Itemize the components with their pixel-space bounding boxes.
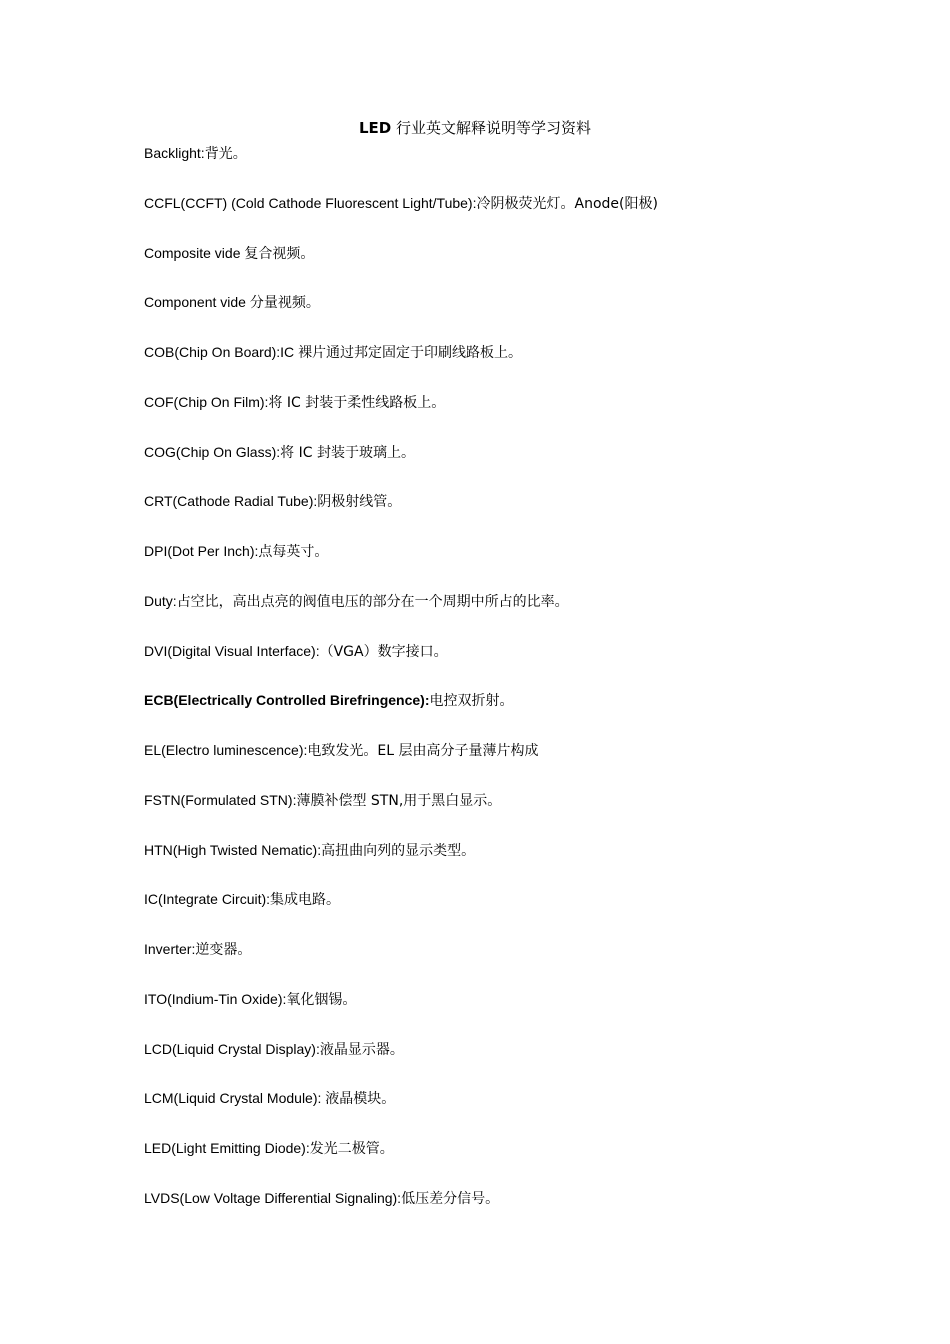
glossary-entry xyxy=(144,641,904,691)
page-title-zh: 行业英文解释说明等学习资料 xyxy=(396,119,592,137)
glossary-entry xyxy=(144,989,904,1039)
glossary-entry xyxy=(144,1088,904,1138)
glossary-term: Duty: xyxy=(144,592,177,609)
glossary-entry xyxy=(144,740,904,790)
glossary-entry xyxy=(144,790,904,840)
glossary-term: EL(Electro luminescence): xyxy=(144,742,308,758)
glossary-term: LED(Light Emitting Diode): xyxy=(144,1140,310,1156)
glossary-description: 将 IC 封装于柔性线路板上。 xyxy=(268,394,446,411)
glossary-term: COF(Chip On Film): xyxy=(144,393,269,410)
glossary-description: 电致发光。EL 层由高分子量薄片构成 xyxy=(307,743,539,759)
glossary-description: 薄膜补偿型 STN,用于黑白显示。 xyxy=(296,792,502,809)
glossary-entry xyxy=(144,491,904,541)
glossary-term: Backlight: xyxy=(144,145,205,161)
glossary-list xyxy=(144,143,904,1238)
glossary-description: 冷阴极荧光灯。Anode(阳极) xyxy=(476,195,658,212)
glossary-term: ITO(Indium-Tin Oxide): xyxy=(144,990,287,1007)
glossary-term: CCFL(CCFT) (Cold Cathode Fluorescent Light/Tube): xyxy=(144,194,477,211)
glossary-entry xyxy=(144,342,904,392)
glossary-entry xyxy=(144,193,904,243)
glossary-term: IC(Integrate Circuit): xyxy=(144,891,271,908)
glossary-entry xyxy=(144,541,904,591)
glossary-term: ECB(Electrically Controlled Birefringence): xyxy=(144,692,430,709)
glossary-description: 逆变器。 xyxy=(195,942,252,958)
glossary-term: HTN(High Twisted Nematic): xyxy=(144,841,322,858)
glossary-entry xyxy=(144,840,904,890)
glossary-entry xyxy=(144,690,904,740)
glossary-entry xyxy=(144,442,904,492)
glossary-term: DVI(Digital Visual Interface): xyxy=(144,642,320,659)
glossary-description: 分量视频。 xyxy=(249,295,320,312)
glossary-entry xyxy=(144,1138,904,1188)
glossary-description: 液晶显示器。 xyxy=(319,1041,404,1058)
glossary-entry xyxy=(144,292,904,342)
glossary-entry xyxy=(144,1188,904,1238)
glossary-description: 氧化铟锡。 xyxy=(286,991,357,1008)
glossary-entry xyxy=(144,392,904,442)
glossary-term: Composite vide xyxy=(144,244,245,261)
page-title-en: LED xyxy=(358,119,392,137)
glossary-description: 集成电路。 xyxy=(270,892,341,909)
glossary-term: COG(Chip On Glass): xyxy=(144,443,281,460)
glossary-term: Component vide xyxy=(144,294,250,311)
glossary-description: 液晶模块。 xyxy=(325,1091,396,1108)
glossary-term: LCD(Liquid Crystal Display): xyxy=(144,1040,320,1057)
page-title xyxy=(0,118,950,138)
glossary-description: 低压差分信号。 xyxy=(401,1190,500,1207)
glossary-description: 占空比，高出点亮的阀值电压的部分在一个周期中所占的比率。 xyxy=(176,593,569,610)
glossary-description: 阴极射线管。 xyxy=(317,494,402,511)
glossary-term: DPI(Dot Per Inch): xyxy=(144,543,259,559)
glossary-description: （VGA）数字接口。 xyxy=(319,643,448,660)
glossary-term: Inverter: xyxy=(144,941,196,957)
glossary-term: CRT(Cathode Radial Tube): xyxy=(144,493,318,510)
glossary-entry xyxy=(144,591,904,641)
glossary-term: LCM(Liquid Crystal Module): xyxy=(144,1090,326,1107)
glossary-description: 裸片通过邦定固定于印刷线路板上。 xyxy=(298,345,523,361)
glossary-description: 点每英寸。 xyxy=(258,544,329,560)
glossary-entry xyxy=(144,143,904,193)
glossary-entry xyxy=(144,1039,904,1089)
glossary-description: 将 IC 封装于玻璃上。 xyxy=(280,444,415,461)
glossary-entry xyxy=(144,889,904,939)
glossary-term: COB(Chip On Board):IC xyxy=(144,344,299,360)
glossary-term: FSTN(Formulated STN): xyxy=(144,791,297,808)
glossary-entry xyxy=(144,243,904,293)
glossary-description: 电控双折射。 xyxy=(429,693,514,710)
glossary-description: 背光。 xyxy=(204,146,247,162)
glossary-description: 发光二极管。 xyxy=(309,1141,394,1157)
glossary-entry xyxy=(144,939,904,989)
glossary-description: 复合视频。 xyxy=(244,245,315,262)
glossary-description: 高扭曲向列的显示类型。 xyxy=(321,842,476,859)
glossary-term: LVDS(Low Voltage Differential Signaling): xyxy=(144,1189,402,1206)
